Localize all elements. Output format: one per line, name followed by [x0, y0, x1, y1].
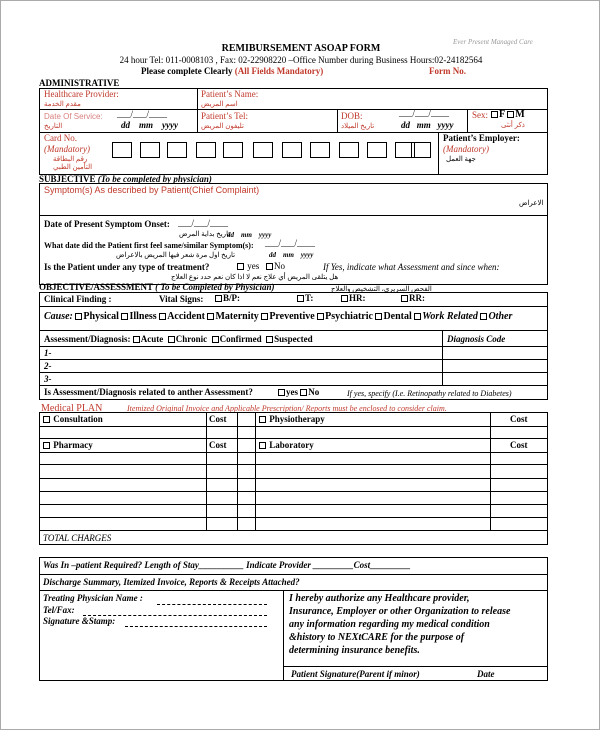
- consultation-cost-header: Cost: [209, 414, 227, 424]
- sex-female-checkbox[interactable]: [491, 111, 498, 118]
- administrative-heading: ADMINISTRATIVE: [39, 78, 120, 88]
- patient-tel-label: Patient’s Tel:: [201, 111, 248, 121]
- healthcare-provider-label: Healthcare Provider:: [44, 89, 119, 99]
- related-options: yes No: [278, 387, 319, 398]
- first-feel-format: dd mm yyyy: [269, 251, 314, 259]
- onset-ar: تاريخ بداية المرض: [179, 230, 231, 238]
- form-title: REMIBURSEMENT ASOAP FORM: [221, 43, 381, 54]
- objective-ar: الفحص السريري، التشخيص والعلاج: [331, 285, 432, 293]
- diagnosis-row-2[interactable]: 2-: [44, 361, 52, 371]
- patient-signature-date[interactable]: Date: [477, 669, 495, 679]
- dob-field[interactable]: ___/___/____: [399, 108, 450, 118]
- date-of-service-label: Date Of Service:: [44, 112, 103, 121]
- tel-fax-label: Tel/Fax:: [43, 605, 75, 615]
- signature-stamp-label: Signature &Stamp:: [43, 616, 116, 626]
- dob-format: dd mm yyyy: [401, 120, 454, 130]
- treatment-options: yes No: [237, 261, 285, 272]
- treatment-yes-checkbox[interactable]: [237, 263, 244, 270]
- vital-signs-label: Vital Signs:: [159, 294, 204, 304]
- physiotherapy-cost-header: Cost: [510, 414, 528, 424]
- objective-heading: OBJECTIVE/ASSESSMENT ( To be Completed by Physician): [39, 282, 275, 292]
- patient-name-label: Patient’s Name:: [201, 89, 259, 99]
- diagnosis-row-3[interactable]: 3-: [44, 374, 52, 384]
- patient-name-field[interactable]: [281, 89, 545, 107]
- symptoms-label: Symptom(s) As described by Patient(Chief Complaint): [44, 185, 260, 195]
- diagnosis-row-1[interactable]: 1-: [44, 348, 52, 358]
- sex-options: F M: [491, 109, 525, 120]
- cause-row: Cause: Physical Illness Accident Maternity Preventive Psychiatric Dental Work Related Other: [44, 311, 513, 322]
- treatment-no-checkbox[interactable]: [266, 263, 273, 270]
- employer-label: Patient’s Employer:: [443, 133, 520, 143]
- cause-other[interactable]: Other: [480, 311, 512, 322]
- cause-dental[interactable]: Dental: [375, 311, 411, 322]
- employer-mandatory: (Mandatory): [443, 144, 489, 154]
- treating-physician-field[interactable]: [157, 604, 267, 605]
- laboratory-item[interactable]: Laboratory: [259, 440, 314, 451]
- cause-accident[interactable]: Accident: [159, 311, 205, 322]
- contact-line: 24 hour Tel: 011-0008103 , Fax: 02-22908220 –Office Number during Business Hours:02-24182564: [119, 55, 483, 65]
- related-question: Is Assessment/Diagnosis related to anther Assessment?: [44, 387, 253, 397]
- cause-illness[interactable]: Illness: [121, 311, 156, 322]
- date-of-service-ar: التاريخ: [44, 122, 63, 130]
- signature-stamp-field[interactable]: [125, 626, 267, 627]
- symptoms-ar: الاعراض: [519, 199, 544, 207]
- date-of-service-format: dd mm yyyy: [121, 120, 178, 130]
- patient-tel-ar: تليفون المريض: [201, 122, 244, 130]
- first-feel-field[interactable]: ___/___/____: [265, 238, 316, 248]
- assessment-suspected[interactable]: Suspected: [266, 334, 313, 344]
- healthcare-provider-field[interactable]: [131, 89, 195, 107]
- assessment-row: Assessment/Diagnosis: Acute Chronic Confirmed Suspected: [44, 334, 313, 344]
- cause-physical[interactable]: Physical: [75, 311, 119, 322]
- dob-ar: تاريخ الميلاد: [341, 122, 375, 130]
- related-specify: If yes, specify (I.e. Retinopathy related to Diabetes): [347, 389, 512, 398]
- treatment-ifyes: If Yes, indicate what Assessment and since when:: [323, 262, 500, 272]
- symptoms-field[interactable]: [41, 197, 511, 215]
- pharmacy-cost-header: Cost: [209, 440, 227, 450]
- treatment-ar: هل يتلقى المريض أي علاج نعم لا اذا كان نعم حدد نوع العلاج: [171, 273, 339, 281]
- related-no-checkbox[interactable]: [300, 389, 307, 396]
- vital-bp[interactable]: B/P:: [215, 293, 240, 304]
- card-no-label: Card No.: [44, 133, 77, 143]
- onset-label: Date of Present Symptom Onset:: [44, 219, 170, 229]
- onset-format: dd mm yyyy: [227, 231, 272, 239]
- vital-rr[interactable]: RR:: [401, 293, 425, 304]
- vital-temp[interactable]: T:: [297, 293, 313, 304]
- discharge-line: Discharge Summary, Itemized Invoice, Reports & Receipts Attached?: [43, 577, 300, 587]
- patient-signature-label[interactable]: Patient Signature(Parent if minor): [291, 669, 420, 679]
- sex-label: Sex:: [472, 110, 489, 120]
- diagnosis-code-header: Diagnosis Code: [447, 334, 506, 344]
- consultation-item[interactable]: Consultation: [43, 414, 103, 425]
- assessment-confirmed[interactable]: Confirmed: [212, 334, 262, 344]
- card-ar-2: التأمين الطبي: [53, 163, 93, 171]
- first-feel-label: What date did the Patient first feel same/similar Symptom(s):: [44, 241, 254, 250]
- assessment-acute[interactable]: Acute: [133, 334, 164, 344]
- inpatient-line[interactable]: Was In –patient Required? Length of Stay__________ Indicate Provider _________Cost_________: [43, 560, 411, 570]
- onset-field[interactable]: ___/___/____: [178, 218, 229, 228]
- pharmacy-item[interactable]: Pharmacy: [43, 440, 93, 451]
- total-charges-label: TOTAL CHARGES: [43, 533, 112, 543]
- card-ar-1: رقم البطاقة: [53, 155, 88, 163]
- sex-male-checkbox[interactable]: [507, 111, 514, 118]
- date-of-service-field[interactable]: ___/___/____: [117, 109, 168, 119]
- first-feel-ar: تاريخ اول مرة شعر فيها المريض بالاعراض: [116, 251, 236, 259]
- patient-name-ar: اسم المريض: [201, 100, 238, 108]
- medical-plan-heading: Medical PLAN: [41, 403, 103, 414]
- cause-work-related[interactable]: Work Related: [414, 311, 478, 322]
- treatment-question: Is the Patient under any type of treatment?: [44, 262, 210, 272]
- authorization-text: I hereby authorize any Healthcare provider, Insurance, Employer or other Organization to release any information regarding my medical condition &history to NEXtCARE for the purpose of determining insurance benefits.: [289, 593, 511, 656]
- dob-label: DOB:: [341, 111, 363, 121]
- employer-ar: جهة العمل: [446, 155, 476, 163]
- sex-ar: ذكر أنثى: [501, 121, 525, 129]
- patient-tel-field[interactable]: [261, 110, 335, 130]
- vital-hr[interactable]: HR:: [341, 293, 366, 304]
- medical-plan-note: Itemized Original Invoice and Applicable Prescription/ Reports must be enclosed to consider claim.: [127, 404, 447, 413]
- laboratory-cost-header: Cost: [510, 440, 528, 450]
- physiotherapy-item[interactable]: Physiotherapy: [259, 414, 325, 425]
- cause-psychiatric[interactable]: Psychiatric: [317, 311, 373, 322]
- cause-preventive[interactable]: Preventive: [261, 311, 314, 322]
- healthcare-provider-ar: مقدم الخدمة: [44, 100, 81, 108]
- subjective-heading: SUBJECTIVE (To be completed by physician): [39, 174, 212, 184]
- related-yes-checkbox[interactable]: [278, 389, 285, 396]
- please-complete: Please complete Clearly (All Fields Mandatory): [141, 66, 324, 76]
- form-number-label: Form No.: [429, 66, 466, 76]
- assessment-chronic[interactable]: Chronic: [168, 334, 207, 344]
- treating-physician-label: Treating Physician Name :: [43, 593, 143, 603]
- card-mandatory: (Mandatory): [44, 144, 90, 154]
- clinical-finding-label: Clinical Finding :: [44, 294, 112, 304]
- cause-maternity[interactable]: Maternity: [207, 311, 258, 322]
- top-right-note: Ever Present Managed Care: [453, 38, 533, 46]
